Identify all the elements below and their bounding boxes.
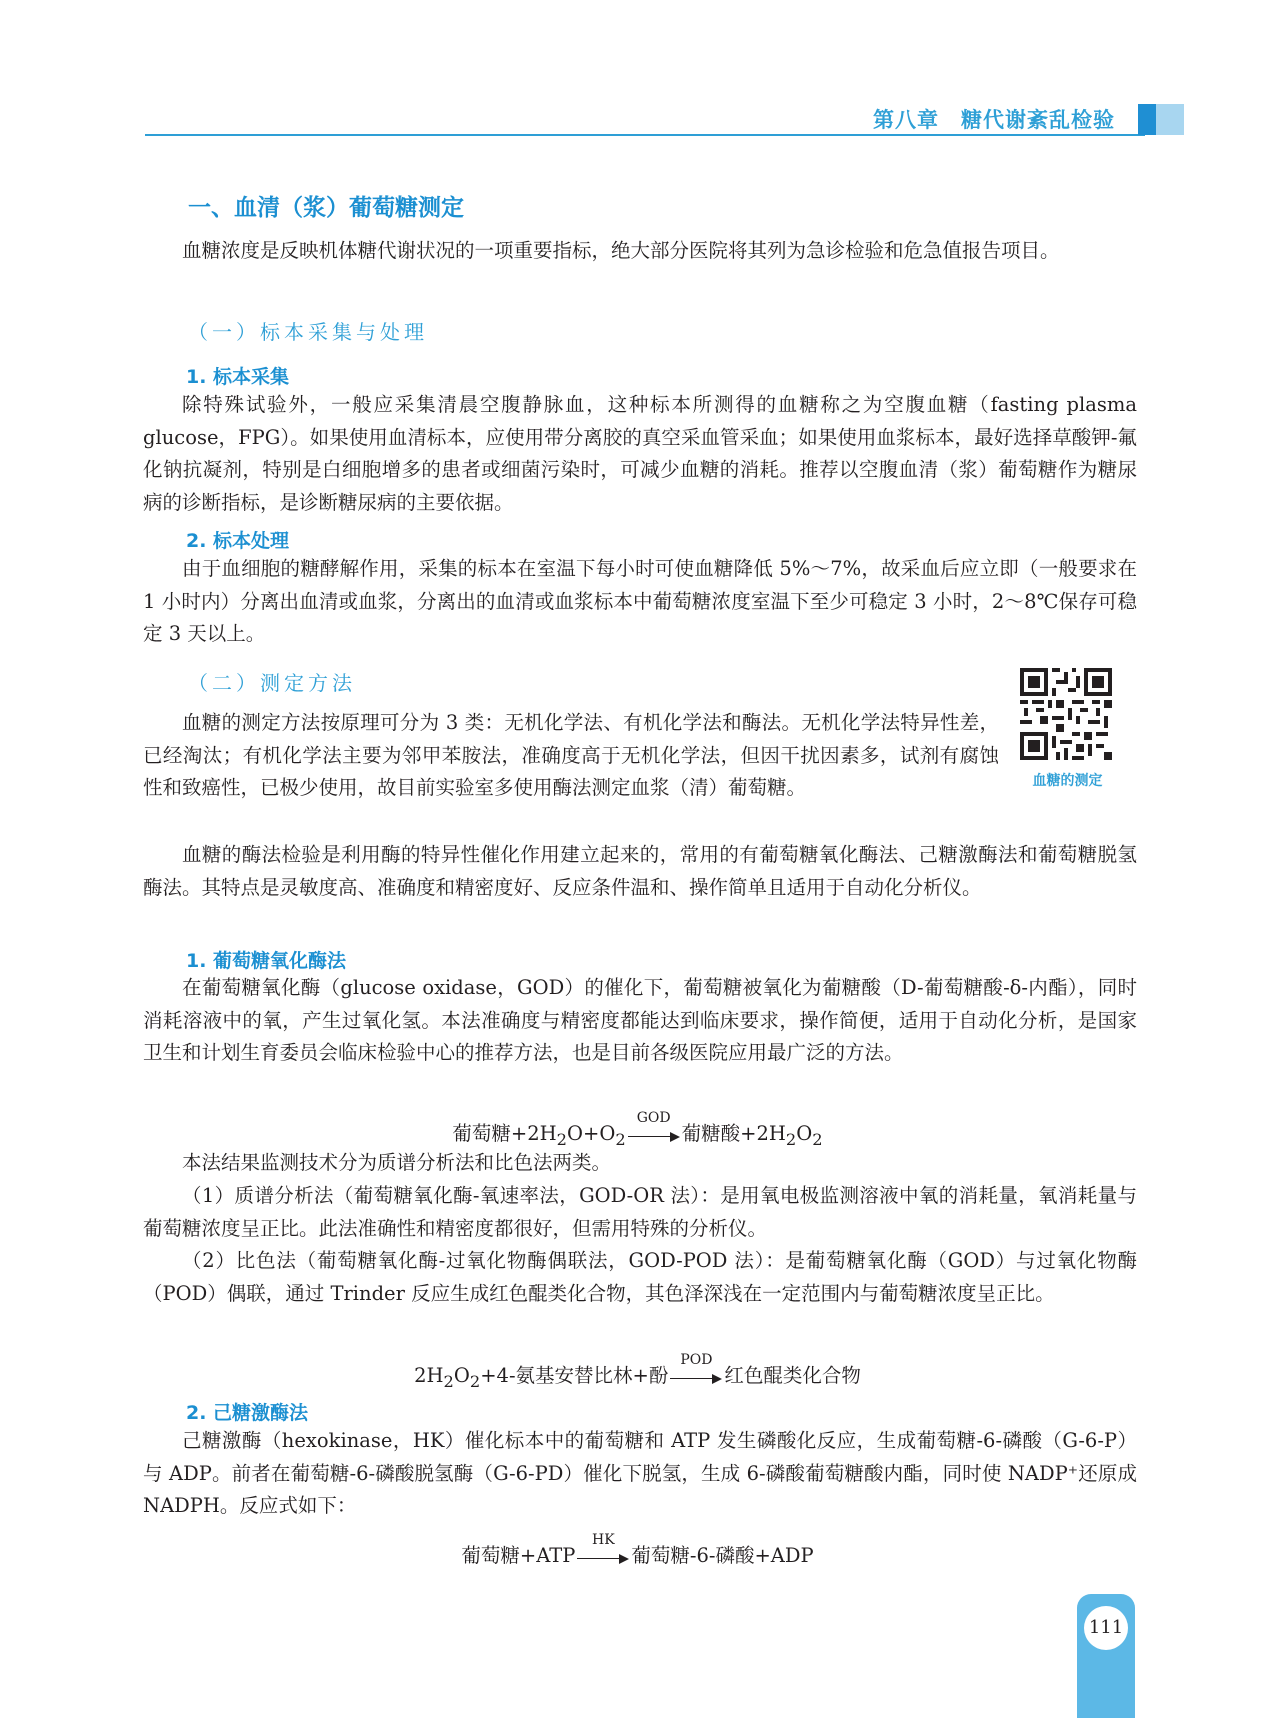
section-intro: 血糖浓度是反映机体糖代谢状况的一项重要指标，绝大部分医院将其列为急诊检验和危急值报告项目。 (182, 239, 1060, 262)
equation-pod: $2H_2O_2+4-$氨基安替比林+酚 POD 红色醌类化合物 (414, 1351, 861, 1391)
colorimetric-method-text: （2）比色法（葡萄糖氧化酶-过氧化物酶偶联法，GOD-POD 法）：是葡萄糖氧化酶（GOD）与过氧化物酶（POD）偶联，通过 Trinder 反应生成红色醌类化合物，其色泽深浅在一定范围内与葡萄糖浓度呈正比。 (143, 1249, 1137, 1305)
header-rule (145, 134, 1145, 136)
chapter-title: 第八章 糖代谢紊乱检验 (873, 108, 1115, 132)
monitoring-text: 本法结果监测技术分为质谱分析法和比色法两类。 (182, 1151, 612, 1174)
reaction-arrow-icon: GOD (628, 1128, 680, 1142)
subsection2-title: （二）测定方法 (188, 671, 356, 695)
equation-hk: 葡萄糖+ATP HK 葡萄糖-6-磷酸+ADP (461, 1531, 814, 1567)
reaction-arrow-icon: POD (670, 1370, 722, 1384)
mass-spec-method-text: （1）质谱分析法（葡萄糖氧化酶-氧速率法，GOD-OR 法）：是用氧电极监测溶液中氧的消耗量，氧消耗量与葡萄糖浓度呈正比。此法准确性和精密度都很好，但需用特殊的分析仪。 (143, 1184, 1137, 1240)
hk-method-heading: 2. 己糖激酶法 (186, 1402, 309, 1424)
specimen-collection-text: 除特殊试验外，一般应采集清晨空腹静脉血，这种标本所测得的血糖称之为空腹血糖（fasting plasma glucose，FPG）。如果使用血清标本，应使用带分离胶的真空采血管采血；如果使用血浆标本，最好选择草酸钾-氟化钠抗凝剂，特别是白细胞增多的患者或细菌污染时，可减少血糖的消耗。推荐以空腹血清（浆）葡萄糖作为糖尿病的诊断指标，是诊断糖尿病的主要依据。 (143, 393, 1137, 514)
god-method-heading: 1. 葡萄糖氧化酶法 (186, 950, 347, 972)
page-number: 111 (1084, 1606, 1128, 1650)
enzyme-methods-text: 血糖的酶法检验是利用酶的特异性催化作用建立起来的，常用的有葡萄糖氧化酶法、己糖激酶法和葡萄糖脱氢酶法。其特点是灵敏度高、准确度和精密度好、反应条件温和、操作简单且适用于自动化分析仪。 (143, 843, 1137, 899)
header-tab-dark (1138, 104, 1156, 135)
specimen-processing-text: 由于血细胞的糖酵解作用，采集的标本在室温下每小时可使血糖降低 5%～7%，故采血后应立即（一般要求在 1 小时内）分离出血清或血浆，分离出的血清或血浆标本中葡萄糖浓度室温下至少可稳定 3 小时，2～8℃保存可稳定 3 天以上。 (143, 557, 1137, 645)
methods-overview-text: 血糖的测定方法按原理可分为 3 类：无机化学法、有机化学法和酶法。无机化学法特异性差，已经淘汰；有机化学法主要为邻甲苯胺法，准确度高于无机化学法，但因干扰因素多，试剂有腐蚀性和致癌性，已极少使用，故目前实验室多使用酶法测定血浆（清）葡萄糖。 (143, 711, 999, 799)
specimen-collection-heading: 1. 标本采集 (186, 366, 290, 388)
hk-method-text: 己糖激酶（hexokinase，HK）催化标本中的葡萄糖和 ATP 发生磷酸化反应，生成葡萄糖-6-磷酸（G-6-P）与 ADP。前者在葡萄糖-6-磷酸脱氢酶（G-6-PD）催化下脱氢，生成 6-磷酸葡萄糖酸内酯，同时使 NADP⁺还原成 NADPH。反应式如下： (143, 1429, 1137, 1517)
subsection1-title: （一）标本采集与处理 (188, 320, 428, 344)
section-title: 一、血清（浆）葡萄糖测定 (188, 195, 464, 221)
specimen-processing-heading: 2. 标本处理 (186, 530, 290, 552)
header-tab-light (1156, 104, 1184, 135)
equation-god: 葡萄糖$+2H_2O+O_2$ GOD 葡糖酸$+2H_2O_2$ (452, 1109, 823, 1149)
reaction-arrow-icon: HK (577, 1550, 629, 1564)
qr-caption: 血糖的测定 (1032, 773, 1103, 789)
god-method-text: 在葡萄糖氧化酶（glucose oxidase，GOD）的催化下，葡萄糖被氧化为葡糖酸（D-葡萄糖酸-δ-内酯），同时消耗溶液中的氧，产生过氧化氢。本法准确度与精密度都能达到临床要求，操作简便，适用于自动化分析，是国家卫生和计划生育委员会临床检验中心的推荐方法，也是目前各级医院应用最广泛的方法。 (143, 976, 1137, 1064)
qr-code-icon[interactable] (1020, 668, 1112, 760)
